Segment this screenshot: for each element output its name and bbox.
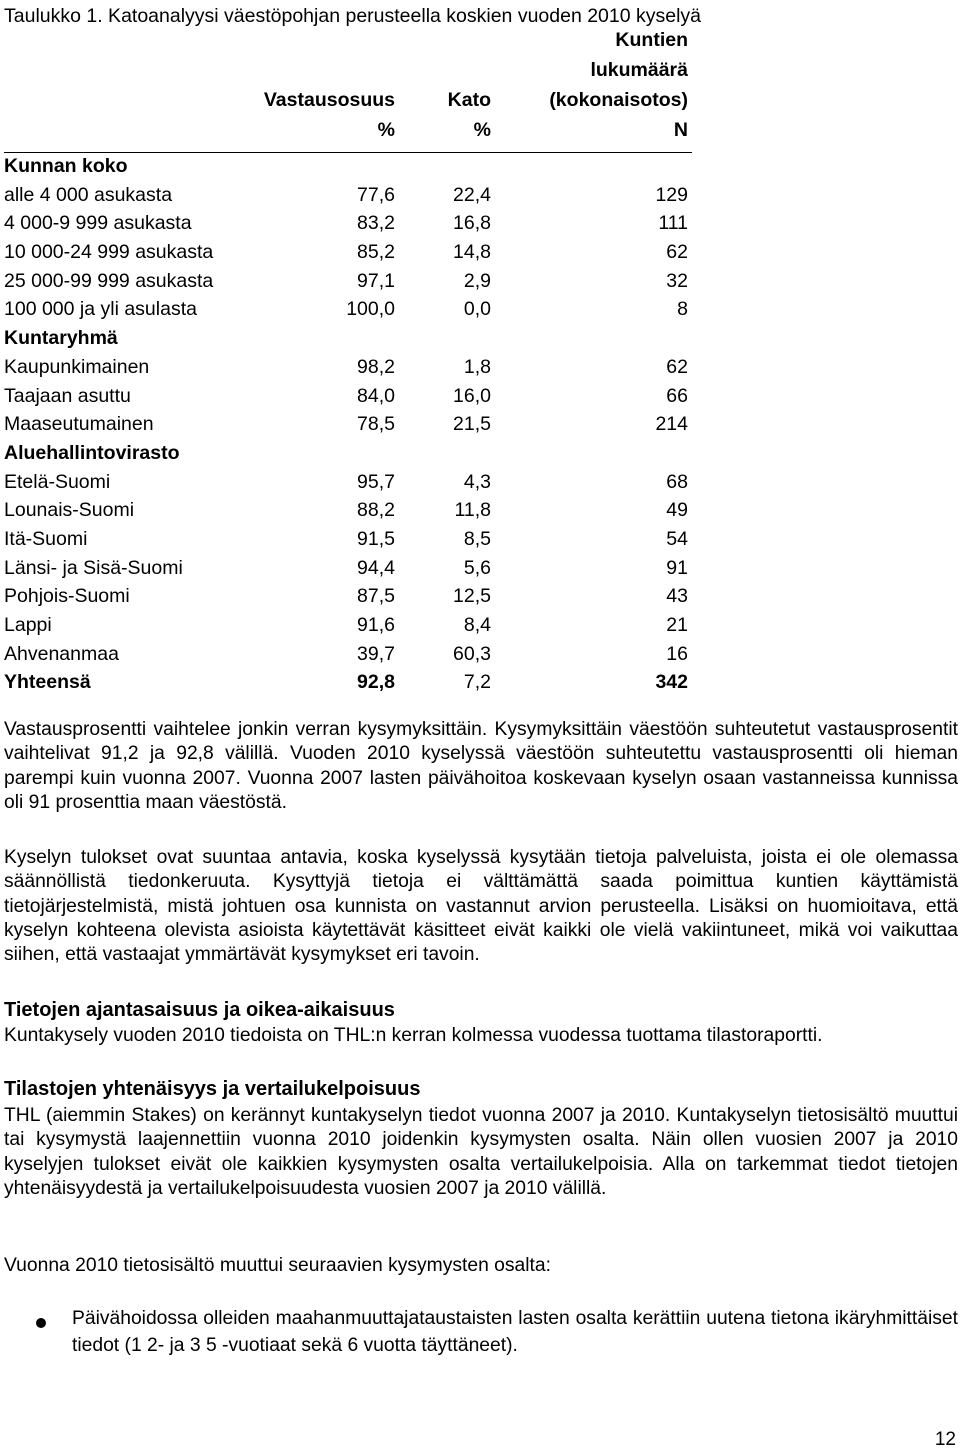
response-rate-cell: 84,0 xyxy=(357,384,395,407)
table-caption: Taulukko 1. Katoanalyysi väestöpohjan perusteella koskien vuoden 2010 kyselyä xyxy=(4,5,702,27)
response-rate-cell: 83,2 xyxy=(357,212,395,235)
response-rate-cell: 85,2 xyxy=(357,241,395,264)
nonresponse-cell: 8,5 xyxy=(463,527,491,550)
table-row xyxy=(0,640,700,669)
nonresponse-cell: 2,9 xyxy=(463,269,491,292)
municipality-count-cell: 66 xyxy=(666,384,688,407)
row-label: Kunnan koko xyxy=(4,155,128,177)
municipality-count-cell: 62 xyxy=(666,241,688,264)
row-label: Maaseutumainen xyxy=(4,413,154,436)
municipality-count-cell: 8 xyxy=(677,298,688,321)
row-label: Yhteensä xyxy=(4,671,91,694)
response-rate-cell: 97,1 xyxy=(357,269,395,292)
table-row xyxy=(0,496,700,525)
table-total-row xyxy=(0,668,700,697)
row-label: Länsi- ja Sisä-Suomi xyxy=(4,556,183,579)
table-row xyxy=(0,353,700,382)
header-unit2: % xyxy=(473,119,491,141)
table-group-header xyxy=(0,152,700,181)
row-label: Pohjois-Suomi xyxy=(4,585,130,608)
nonresponse-cell: 16,8 xyxy=(453,212,491,235)
municipality-count-cell: 21 xyxy=(666,614,688,636)
response-rate-cell: 91,6 xyxy=(357,614,395,636)
nonresponse-cell: 1,8 xyxy=(463,355,491,378)
nonresponse-cell: 4,3 xyxy=(463,470,491,493)
nonresponse-cell: 7,2 xyxy=(463,671,491,694)
response-rate-cell: 92,8 xyxy=(357,671,395,694)
nonresponse-cell: 60,3 xyxy=(453,642,491,665)
municipality-count-cell: 62 xyxy=(666,355,688,378)
paragraph-content-changes: Vuonna 2010 tietosisältö muuttui seuraavien kysymysten osalta: xyxy=(4,1255,551,1276)
bullet-dot-icon xyxy=(36,1318,46,1328)
header-unit3: N xyxy=(673,119,688,141)
table-row xyxy=(0,181,700,210)
row-label: Aluehallintovirasto xyxy=(4,441,180,464)
paragraph-reliability: Kyselyn tulokset ovat suuntaa antavia, koska kyselyssä kysytään tietoja palveluista, joista ei ole olemassa säännöllistä tiedonkeruuta. Kysyttyjä tietoja ei välttämättä saada poimittua kuntien käyttämistä tietojärjestelmistä, mistä johtuen osa kunnista on vastannut arvion perusteella. Lisäksi on huomioitava, että kyselyn kohteena olevista asioista käytettävät käsitteet eivät kaikki ole vielä vakiintuneet, mikä voi vaikuttaa siihen, että vastaajat ymmärtävät kysymykset eri tavoin. xyxy=(4,847,958,966)
row-label: Lounais-Suomi xyxy=(4,499,135,522)
municipality-count-cell: 129 xyxy=(655,183,688,206)
table-row xyxy=(0,382,700,411)
municipality-count-cell: 91 xyxy=(666,556,688,579)
header-unit1: % xyxy=(377,119,395,141)
row-label: 10 000-24 999 asukasta xyxy=(4,241,214,264)
response-rate-cell: 87,5 xyxy=(357,585,395,608)
paragraph-timeliness: Kuntakysely vuoden 2010 tiedoista on THL:n kerran kolmessa vuodessa tuottama tilastoraportti. xyxy=(4,1025,823,1046)
table-row xyxy=(0,209,700,238)
response-rate-cell: 98,2 xyxy=(357,355,395,378)
row-label: Ahvenanmaa xyxy=(4,642,119,665)
row-label: Etelä-Suomi xyxy=(4,470,111,493)
paragraph-response-rate: Vastausprosentti vaihtelee jonkin verran kysymyksittäin. Kysymyksittäin väestöön suhteutetut vastausprosentit vaihtelivat 91,2 ja 92,8 välillä. Vuoden 2010 kyselyssä väestöön suhteutettu vastausprosentti oli hieman parempi kuin vuonna 2007. Vuonna 2007 lasten päivähoitoa koskevaan kyselyn osaan vastanneissa kunnissa oli 91 prosenttia maan väestöstä. xyxy=(4,719,958,813)
response-rate-cell: 77,6 xyxy=(357,183,395,206)
table-row xyxy=(0,582,700,611)
row-label: alle 4 000 asukasta xyxy=(4,183,173,206)
nonresponse-cell: 14,8 xyxy=(453,241,491,264)
response-rate-cell: 100,0 xyxy=(346,298,395,321)
row-label: 25 000-99 999 asukasta xyxy=(4,269,214,292)
header-col3-line3: (kokonaisotos) xyxy=(549,89,688,111)
bullet-item: Päivähoidossa olleiden maahanmuuttajataustaisten lasten osalta kerättiin uutena tietona ikäryhmittäiset tiedot (1 2- ja 3 5 -vuotiaat sekä 6 vuotta täyttäneet). xyxy=(72,1308,958,1356)
nonresponse-cell: 16,0 xyxy=(453,384,491,407)
row-label: Kaupunkimainen xyxy=(4,355,150,378)
table-group-header xyxy=(0,324,700,353)
table-group-header xyxy=(0,439,700,468)
municipality-count-cell: 68 xyxy=(666,470,688,493)
table-row xyxy=(0,611,700,640)
paragraph-comparability: THL (aiemmin Stakes) on kerännyt kuntakyselyn tiedot vuonna 2007 ja 2010. Kuntakyselyn tietosisältö muuttui tai kysymystä laajennettiin vuonna 2010 joidenkin kysymysten osalta. Näin ollen vuosien 2007 ja 2010 kyselyjen tulokset eivät ole kaikkien kysymysten osalta vertailukelpoisia. Alla on tarkemmat tiedot tietojen yhtenäisyydestä ja vertailukelpoisuudesta vuosien 2007 ja 2010 välillä. xyxy=(4,1105,958,1199)
row-label: Taajaan asuttu xyxy=(4,384,131,407)
table-row xyxy=(0,267,700,296)
heading-timeliness: Tietojen ajantasaisuus ja oikea-aikaisuus xyxy=(4,999,395,1021)
row-label: 4 000-9 999 asukasta xyxy=(4,212,192,235)
row-label: Kuntaryhmä xyxy=(4,327,118,350)
response-rate-cell: 94,4 xyxy=(357,556,395,579)
nonresponse-cell: 11,8 xyxy=(454,499,491,522)
municipality-count-cell: 32 xyxy=(666,269,688,292)
header-col3-line1: Kuntien xyxy=(615,29,688,51)
header-col2: Kato xyxy=(447,89,491,111)
nonresponse-cell: 5,6 xyxy=(463,556,491,579)
municipality-count-cell: 16 xyxy=(666,642,688,665)
municipality-count-cell: 54 xyxy=(666,527,688,550)
table-row xyxy=(0,238,700,267)
municipality-count-cell: 43 xyxy=(666,585,688,608)
municipality-count-cell: 342 xyxy=(655,671,688,694)
row-label: 100 000 ja yli asulasta xyxy=(4,298,197,321)
nonresponse-cell: 12,5 xyxy=(453,585,491,608)
heading-comparability: Tilastojen yhtenäisyys ja vertailukelpoisuus xyxy=(4,1078,421,1100)
response-rate-cell: 39,7 xyxy=(357,642,395,665)
response-rate-cell: 78,5 xyxy=(357,413,395,436)
nonresponse-cell: 22,4 xyxy=(453,183,491,206)
response-rate-cell: 95,7 xyxy=(357,470,395,493)
response-rate-cell: 91,5 xyxy=(357,527,395,550)
header-col1: Vastausosuus xyxy=(263,89,395,111)
header-col3-line2: lukumäärä xyxy=(590,59,688,81)
nonresponse-cell: 8,4 xyxy=(463,614,491,636)
table-row xyxy=(0,295,700,324)
row-label: Itä-Suomi xyxy=(4,527,88,550)
row-label: Lappi xyxy=(4,614,52,636)
table-row xyxy=(0,554,700,583)
data-table xyxy=(0,152,700,697)
municipality-count-cell: 111 xyxy=(658,212,688,235)
table-row xyxy=(0,525,700,554)
municipality-count-cell: 49 xyxy=(666,499,688,522)
table-row xyxy=(0,468,700,497)
response-rate-cell: 88,2 xyxy=(357,499,395,522)
page-number: 12 xyxy=(934,1429,956,1450)
municipality-count-cell: 214 xyxy=(655,413,688,436)
nonresponse-cell: 21,5 xyxy=(453,413,491,436)
nonresponse-cell: 0,0 xyxy=(463,298,491,321)
table-row xyxy=(0,410,700,439)
